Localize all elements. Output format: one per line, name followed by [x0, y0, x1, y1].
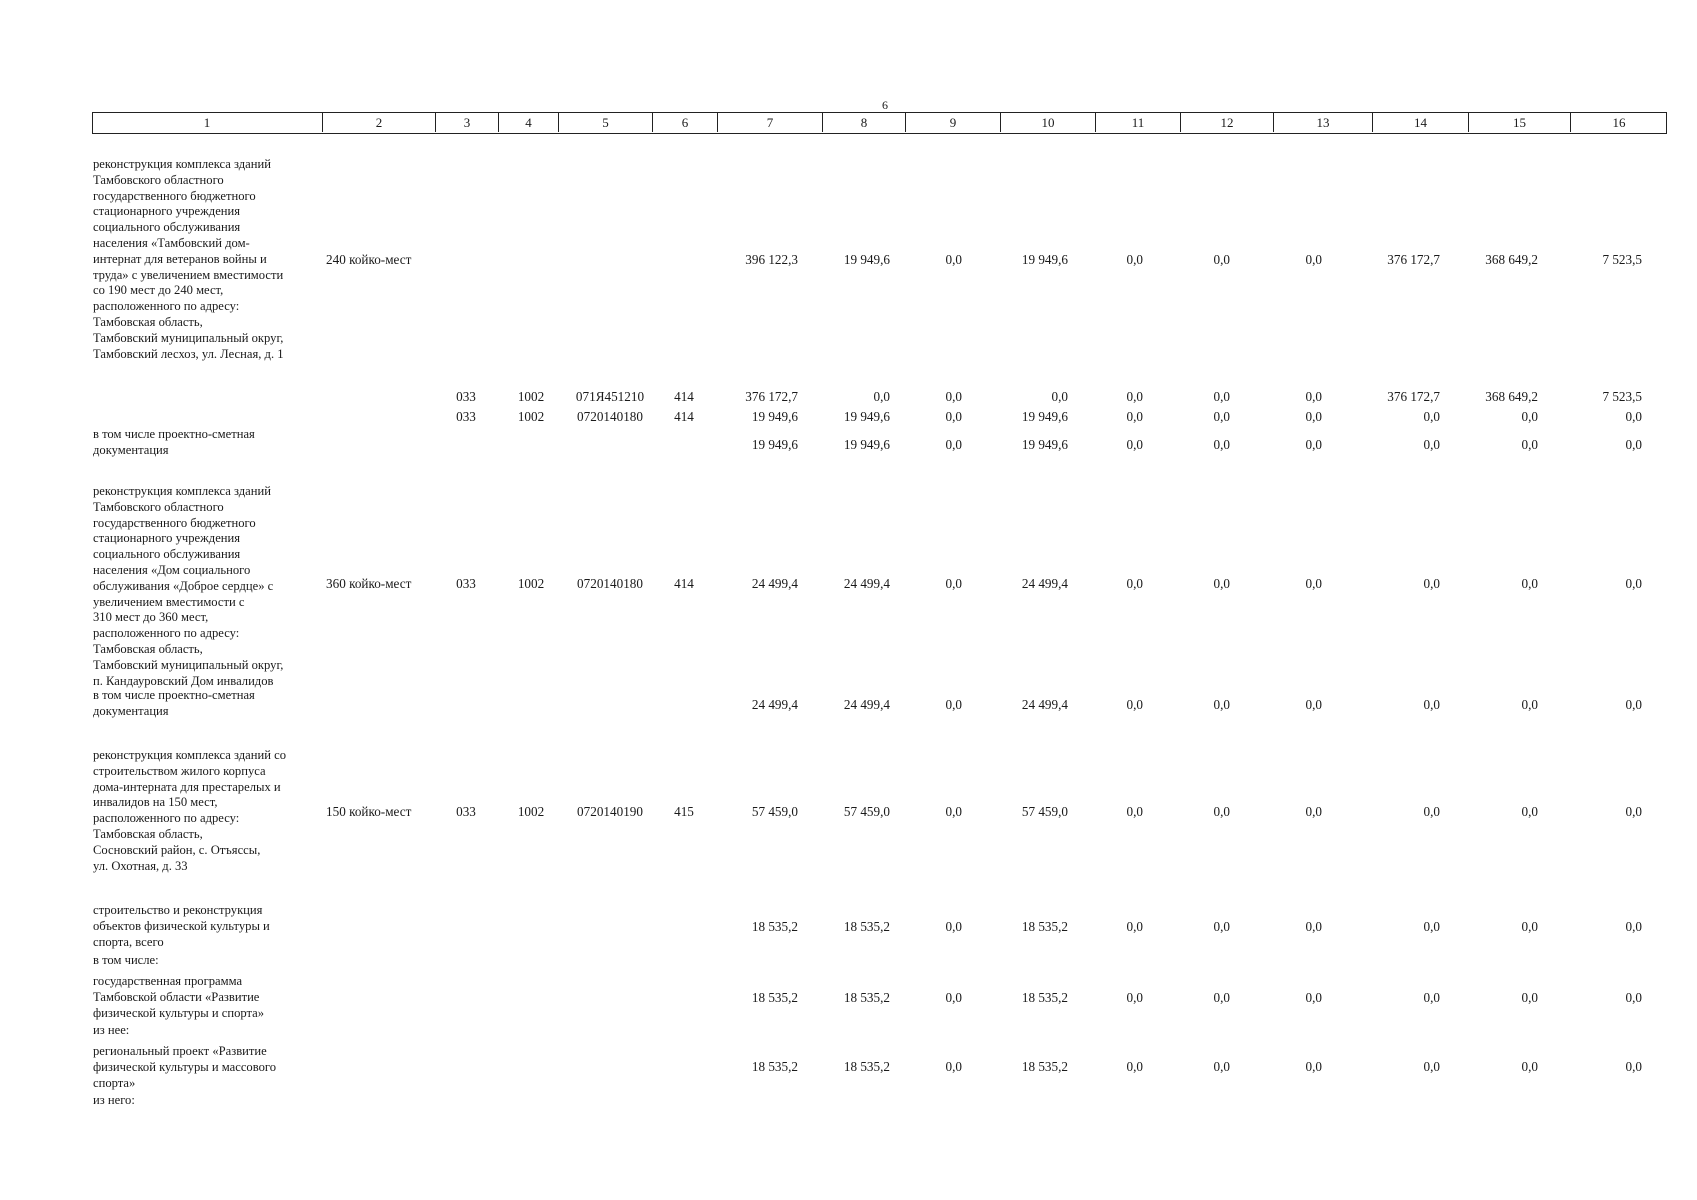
value-cell: 0,0 [1126, 409, 1143, 424]
code-cell: 0720140180 [577, 576, 643, 591]
header-cell: 3 [435, 113, 498, 132]
value-cell: 0,0 [1305, 576, 1322, 591]
header-cell: 2 [322, 113, 435, 132]
header-cell: 1 [203, 115, 211, 130]
value-cell: 19 949,6 [843, 437, 890, 452]
code-cell: 1002 [517, 576, 545, 591]
header-cell: 4 [498, 113, 558, 132]
code-cell: 033 [456, 804, 476, 819]
value-cell: 0,0 [1521, 919, 1538, 934]
code-cell: 0720140180 [577, 409, 643, 424]
value-cell: 0,0 [1423, 409, 1440, 424]
value-cell: 19 949,6 [1021, 252, 1068, 267]
value-cell: 0,0 [1625, 697, 1642, 712]
value-cell: 0,0 [1126, 919, 1143, 934]
value-cell: 0,0 [1625, 437, 1642, 452]
value-cell: 0,0 [945, 252, 962, 267]
header-cell: 8 [822, 113, 905, 132]
value-cell: 0,0 [1213, 697, 1230, 712]
value-cell: 0,0 [1213, 990, 1230, 1005]
value-cell: 18 535,2 [751, 919, 798, 934]
value-cell: 0,0 [1213, 919, 1230, 934]
value-cell: 24 499,4 [1021, 576, 1068, 591]
value-cell: 0,0 [1126, 804, 1143, 819]
value-cell: 0,0 [1423, 437, 1440, 452]
value-cell: 0,0 [1625, 919, 1642, 934]
page-number: 6 [882, 98, 888, 112]
row-description: реконструкция комплекса зданий Тамбовского областного государственного бюджетного стационарного учреждения социального обслуживания населения «Тамбовский дом- интернат для ветеранов войны и труда» с увеличением вместимости со 190 мест до 240 мест, расположенного по адресу: Тамбовская область, Тамбовский муниципальный округ, Тамбовский лесхоз, ул. Лесная, д. 1 [93, 157, 284, 361]
value-cell: 0,0 [1423, 1059, 1440, 1074]
value-cell: 18 535,2 [751, 1059, 798, 1074]
value-cell: 0,0 [1521, 576, 1538, 591]
value-cell: 0,0 [945, 697, 962, 712]
value-cell: 0,0 [1213, 437, 1230, 452]
value-cell: 0,0 [1305, 437, 1322, 452]
row-description: реконструкция комплекса зданий Тамбовского областного государственного бюджетного стационарного учреждения социального обслуживания населения «Дом социального обслуживания «Доброе сердце» с увеличением вместимости с 310 мест до 360 мест, расположенного по адресу: Тамбовская область, Тамбовский муниципальный округ, п. Кандауровский Дом инвалидов [93, 484, 284, 688]
value-cell: 0,0 [1213, 576, 1230, 591]
value-cell: 0,0 [945, 919, 962, 934]
capacity-cell: 150 койко-мест [326, 804, 412, 819]
value-cell: 0,0 [1126, 990, 1143, 1005]
value-cell: 0,0 [945, 437, 962, 452]
value-cell: 0,0 [873, 389, 890, 404]
code-cell: 1002 [517, 389, 545, 404]
value-cell: 0,0 [1126, 697, 1143, 712]
value-cell: 18 535,2 [843, 919, 890, 934]
value-cell: 19 949,6 [1021, 409, 1068, 424]
value-cell: 24 499,4 [1021, 697, 1068, 712]
value-cell: 57 459,0 [1021, 804, 1068, 819]
value-cell: 0,0 [1305, 389, 1322, 404]
value-cell: 376 172,7 [1387, 252, 1440, 267]
value-cell: 0,0 [1305, 919, 1322, 934]
value-cell: 19 949,6 [751, 437, 798, 452]
value-cell: 0,0 [1126, 576, 1143, 591]
row-description: государственная программа Тамбовской области «Развитие физической культуры и спорта» [93, 974, 265, 1020]
value-cell: 0,0 [1213, 804, 1230, 819]
code-cell: 033 [456, 409, 476, 424]
value-cell: 19 949,6 [751, 409, 798, 424]
value-cell: 0,0 [1305, 409, 1322, 424]
row-description: из нее: [93, 1023, 130, 1037]
code-cell: 0720140190 [577, 804, 643, 819]
value-cell: 0,0 [1521, 1059, 1538, 1074]
value-cell: 0,0 [1423, 919, 1440, 934]
header-cell: 6 [652, 113, 717, 132]
header-cell: 15 [1468, 113, 1570, 132]
value-cell: 24 499,4 [843, 576, 890, 591]
value-cell: 0,0 [1305, 990, 1322, 1005]
value-cell: 0,0 [1213, 1059, 1230, 1074]
value-cell: 0,0 [1625, 1059, 1642, 1074]
value-cell: 0,0 [1213, 409, 1230, 424]
row-description: реконструкция комплекса зданий со строительством жилого корпуса дома-интерната для престарелых и инвалидов на 150 мест, расположенного по адресу: Тамбовская область, Сосновский район, с. Отъяссы, ул. Охотная, д. 33 [93, 748, 287, 873]
code-cell: 071Я451210 [575, 389, 645, 404]
value-cell: 24 499,4 [751, 697, 798, 712]
value-cell: 18 535,2 [1021, 1059, 1068, 1074]
row-description: из него: [93, 1093, 135, 1107]
value-cell: 0,0 [1126, 1059, 1143, 1074]
header-cell: 14 [1372, 113, 1468, 132]
value-cell: 0,0 [1213, 252, 1230, 267]
header-cell: 10 [1000, 113, 1095, 132]
code-cell: 414 [674, 389, 694, 404]
code-cell: 415 [674, 804, 694, 819]
code-cell: 414 [674, 576, 694, 591]
value-cell: 0,0 [1521, 697, 1538, 712]
value-cell: 0,0 [1625, 990, 1642, 1005]
header-cell: 16 [1570, 113, 1667, 132]
value-cell: 0,0 [945, 804, 962, 819]
value-cell: 0,0 [1521, 437, 1538, 452]
value-cell: 368 649,2 [1485, 252, 1538, 267]
value-cell: 0,0 [1423, 804, 1440, 819]
value-cell: 376 172,7 [745, 389, 798, 404]
value-cell: 24 499,4 [751, 576, 798, 591]
row-description: в том числе проектно-сметная документация [93, 688, 255, 718]
value-cell: 0,0 [1126, 252, 1143, 267]
value-cell: 57 459,0 [843, 804, 890, 819]
value-cell: 0,0 [1521, 990, 1538, 1005]
value-cell: 0,0 [1423, 697, 1440, 712]
value-cell: 0,0 [1423, 576, 1440, 591]
value-cell: 0,0 [1625, 804, 1642, 819]
value-cell: 0,0 [1521, 804, 1538, 819]
value-cell: 0,0 [945, 389, 962, 404]
row-description: региональный проект «Развитие физической культуры и массового спорта» [93, 1044, 277, 1090]
capacity-cell: 240 койко-мест [326, 252, 412, 267]
value-cell: 7 523,5 [1602, 252, 1642, 267]
capacity-cell: 360 койко-мест [326, 576, 412, 591]
value-cell: 18 535,2 [1021, 990, 1068, 1005]
value-cell: 19 949,6 [843, 409, 890, 424]
row-description: в том числе проектно-сметная документация [93, 427, 255, 457]
value-cell: 376 172,7 [1387, 389, 1440, 404]
header-cell: 5 [558, 113, 652, 132]
header-cell: 11 [1095, 113, 1180, 132]
value-cell: 7 523,5 [1602, 389, 1642, 404]
value-cell: 0,0 [1305, 804, 1322, 819]
value-cell: 396 122,3 [745, 252, 798, 267]
value-cell: 0,0 [1126, 389, 1143, 404]
value-cell: 0,0 [1305, 252, 1322, 267]
code-cell: 033 [456, 389, 476, 404]
header-cell: 13 [1273, 113, 1372, 132]
value-cell: 0,0 [1213, 389, 1230, 404]
value-cell: 57 459,0 [751, 804, 798, 819]
code-cell: 414 [674, 409, 694, 424]
value-cell: 0,0 [1423, 990, 1440, 1005]
value-cell: 0,0 [945, 576, 962, 591]
value-cell: 19 949,6 [1021, 437, 1068, 452]
header-cell: 9 [905, 113, 1000, 132]
value-cell: 18 535,2 [843, 1059, 890, 1074]
code-cell: 033 [456, 576, 476, 591]
value-cell: 18 535,2 [1021, 919, 1068, 934]
value-cell: 0,0 [1051, 389, 1068, 404]
row-description: строительство и реконструкция объектов физической культуры и спорта, всего [93, 903, 270, 949]
value-cell: 0,0 [1305, 697, 1322, 712]
table-header-row [92, 112, 1667, 134]
value-cell: 0,0 [945, 990, 962, 1005]
header-cell: 7 [717, 113, 822, 132]
value-cell: 0,0 [1305, 1059, 1322, 1074]
row-description: в том числе: [93, 953, 159, 967]
code-cell: 1002 [517, 409, 545, 424]
header-cell: 12 [1180, 113, 1273, 132]
value-cell: 0,0 [1126, 437, 1143, 452]
code-cell: 1002 [517, 804, 545, 819]
value-cell: 0,0 [945, 1059, 962, 1074]
value-cell: 0,0 [1625, 576, 1642, 591]
value-cell: 19 949,6 [843, 252, 890, 267]
value-cell: 0,0 [1521, 409, 1538, 424]
value-cell: 0,0 [1625, 409, 1642, 424]
value-cell: 18 535,2 [751, 990, 798, 1005]
value-cell: 368 649,2 [1485, 389, 1538, 404]
value-cell: 18 535,2 [843, 990, 890, 1005]
value-cell: 24 499,4 [843, 697, 890, 712]
value-cell: 0,0 [945, 409, 962, 424]
